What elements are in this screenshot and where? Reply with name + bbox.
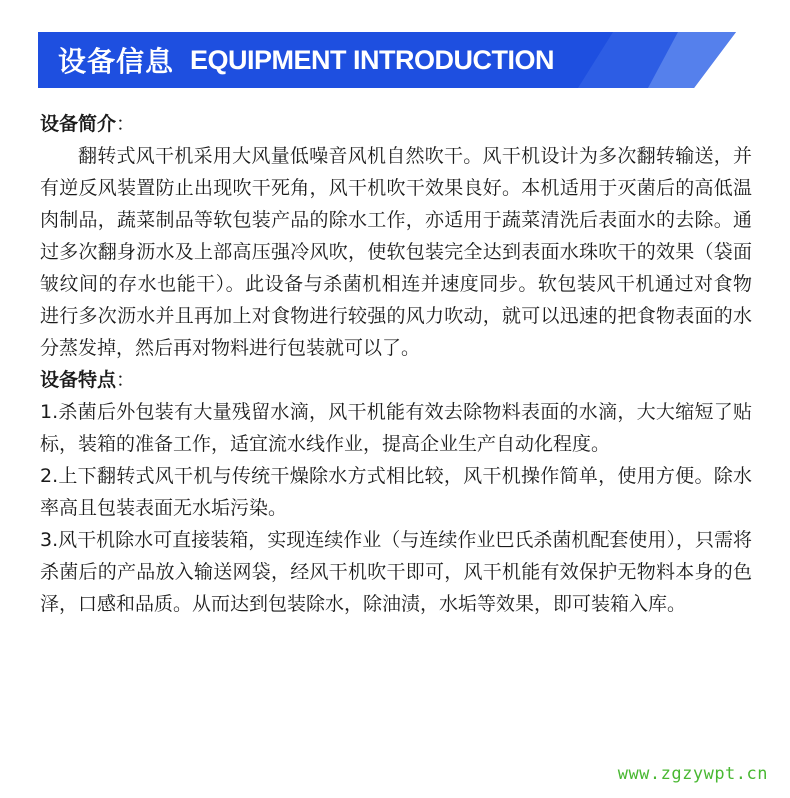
section-banner: [38, 32, 738, 88]
banner-title-en: EQUIPMENT INTRODUCTION: [190, 44, 555, 75]
feature-item-1: 1.杀菌后外包装有大量残留水滴，风干机能有效去除物料表面的水滴，大大缩短了贴标，装箱的准备工作，适宜流水线作业，提高企业生产自动化程度。: [40, 401, 752, 455]
main-content: [40, 108, 752, 620]
features-colon: ：: [116, 369, 136, 391]
intro-body: 翻转式风干机采用大风量低噪音风机自然吹干。风干机设计为多次翻转输送，并有逆反风装置防止出现吹干死角，风干机吹干效果良好。本机适用于灭菌后的高低温肉制品，蔬菜制品等软包装产品的除水工作，亦适用于蔬菜清洗后表面水的去除。通过多次翻身沥水及上部高压强冷风吹，使软包装完全达到表面水珠吹干的效果（袋面皱纹间的存水也能干）。此设备与杀菌机相连并速度同步。软包装风干机通过对食物进行多次沥水并且再加上对食物进行较强的风力吹动，就可以迅速的把食物表面的水分蒸发掉，然后再对物料进行包装就可以了。: [40, 145, 752, 359]
feature-item-2: 2.上下翻转式风干机与传统干燥除水方式相比较，风干机操作简单，使用方便。除水率高且包装表面无水垢污染。: [40, 465, 752, 519]
feature-item-3: 3.风干机除水可直接装箱，实现连续作业（与连续作业巴氏杀菌机配套使用），只需将杀菌后的产品放入输送网袋，经风干机吹干即可，风干机能有效保护无物料本身的色泽，口感和品质。从而达到包装除水，除油渍，水垢等效果，即可装箱入库。: [40, 529, 752, 615]
intro-heading: [40, 108, 752, 140]
intro-colon: ：: [116, 113, 136, 135]
intro-title: 设备简介: [40, 113, 117, 135]
features-heading: [40, 364, 752, 396]
site-watermark: www.zgzywpt.cn: [617, 764, 768, 784]
banner-title-cn: 设备信息: [58, 45, 175, 78]
features-title: 设备特点: [40, 369, 117, 391]
